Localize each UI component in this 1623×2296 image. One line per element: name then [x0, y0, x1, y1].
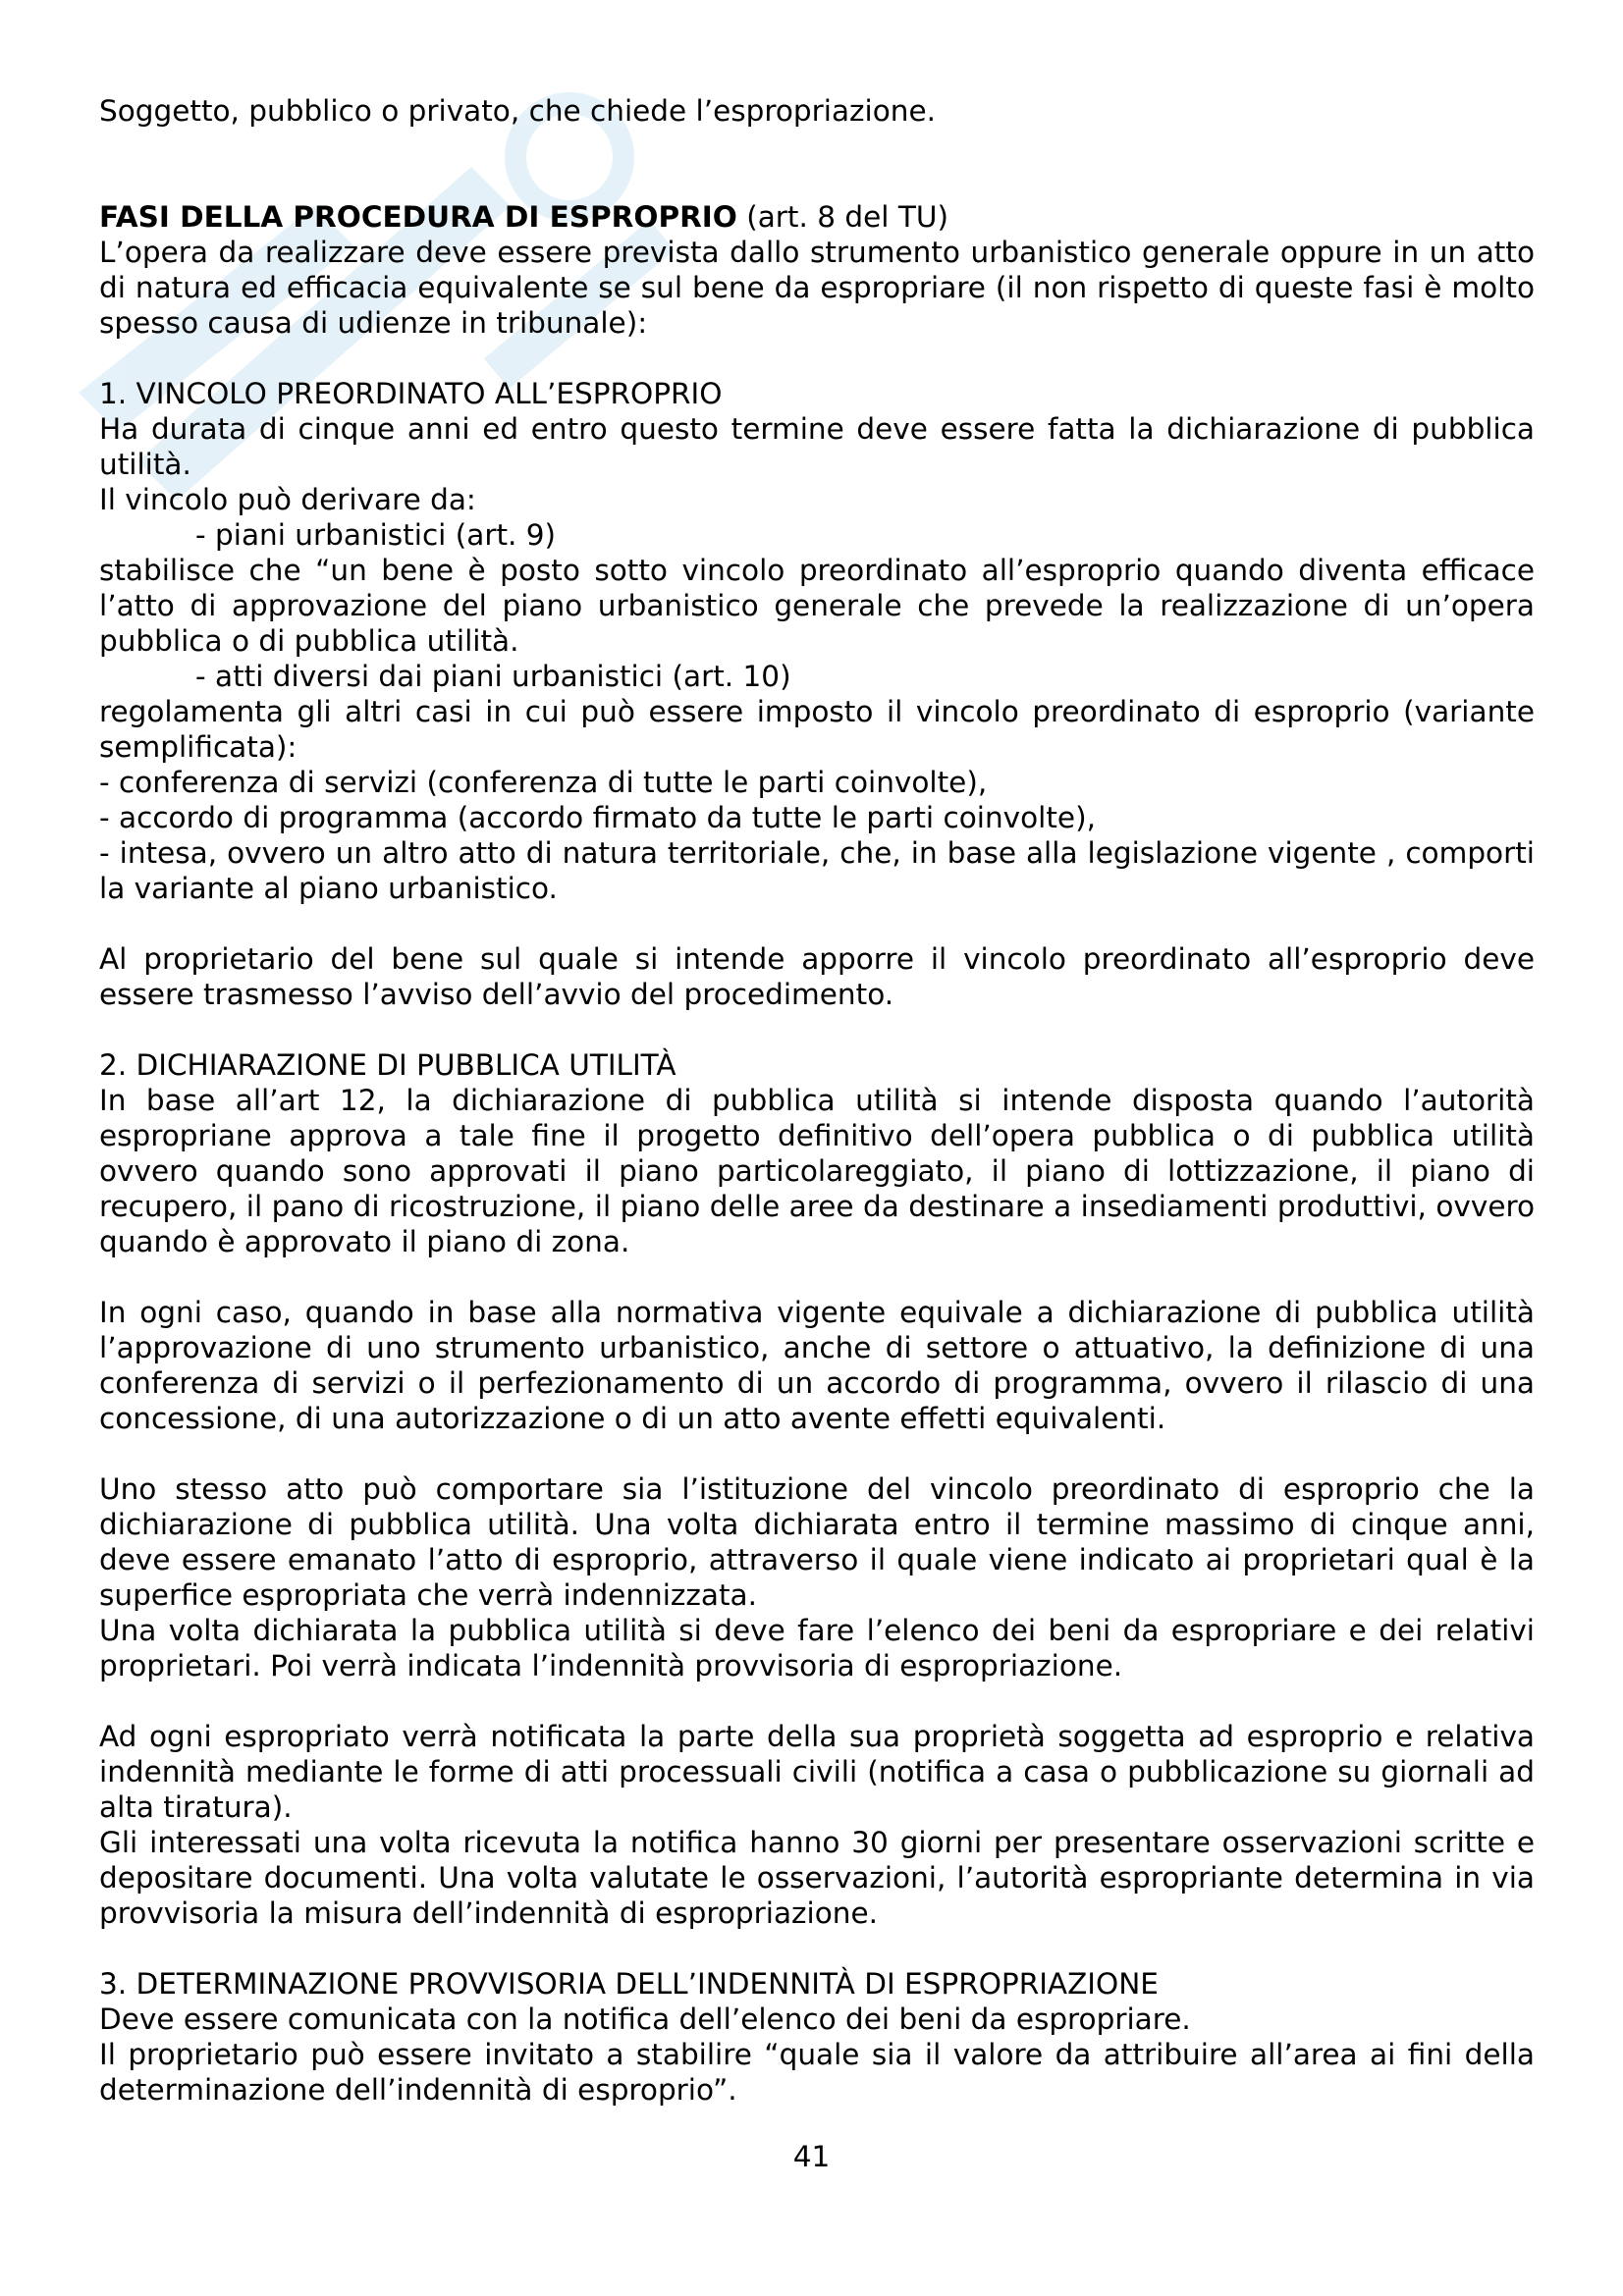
s1-paragraph-3: stabilisce che “un bene è posto sotto vincolo preordinato all’esproprio quando diventa efficace l’atto di approvazione del piano urbanistico generale che prevede la realizzazione di un’opera pubblica o di pubblica utilità. [99, 554, 1535, 658]
s3-paragraph-2: Il proprietario può essere invitato a stabilire “quale sia il valore da attribuire all’area ai fini della determinazione dell’indennità di esproprio”. [99, 2038, 1535, 2107]
intro-text: Soggetto, pubblico o privato, che chiede l’espropriazione. [99, 94, 936, 128]
document-body [99, 93, 1535, 2108]
s2-paragraph-5: Ad ogni espropriato verrà notificata la parte della sua proprietà soggetta ad esproprio e relativa indennità mediante le forme di atti processuali civili (notifica a casa o pubblicazione su giornali ad alta tiratura). [99, 1720, 1535, 1824]
s1-paragraph-1: Ha durata di cinque anni ed entro questo termine deve essere fatta la dichiarazione di pubblica utilità. [99, 412, 1535, 481]
list-item: - conferenza di servizi (conferenza di tutte le parti coinvolte), [99, 766, 988, 799]
s2-paragraph-3: Uno stesso atto può comportare sia l’istituzione del vincolo preordinato di esproprio che la dichiarazione di pubblica utilità. Una volta dichiarata entro il termine massimo di cinque anni, deve essere emanato l’atto di esproprio, attraverso il quale viene indicato ai proprietari qual è la superfice espropriata che verrà indennizzata. [99, 1472, 1535, 1612]
s3-heading: 3. DETERMINAZIONE PROVVISORIA DELL’INDENNITÀ DI ESPROPRIAZIONE [99, 1967, 1159, 2001]
s2-paragraph-4: Una volta dichiarata la pubblica utilità si deve fare l’elenco dei beni da espropriare e dei relativi proprietari. Poi verrà indicata l’indennità provvisoria di espropriazione. [99, 1614, 1535, 1682]
s1-paragraph-2: Il vincolo può derivare da: [99, 483, 476, 516]
section-title: FASI DELLA PROCEDURA DI ESPROPRIO [99, 200, 737, 234]
s1-paragraph-5: Al proprietario del bene sul quale si intende apporre il vincolo preordinato all’esproprio deve essere trasmesso l’avviso dell’avvio del procedimento. [99, 942, 1535, 1011]
list-item: - intesa, ovvero un altro atto di natura territoriale, che, in base alla legislazione vigente , comporti la variante al piano urbanistico. [99, 836, 1535, 905]
s2-paragraph-2: In ogni caso, quando in base alla normativa vigente equivale a dichiarazione di pubblica utilità l’approvazione di uno strumento urbanistico, anche di settore o attuativo, la definizione di una conferenza di servizi o il perfezionamento di un accordo di programma, ovvero il rilascio di una concessione, di una autorizzazione o di un atto avente effetti equivalenti. [99, 1296, 1535, 1435]
s2-heading: 2. DICHIARAZIONE DI PUBBLICA UTILITÀ [99, 1048, 676, 1082]
s1-heading: 1. VINCOLO PREORDINATO ALL’ESPROPRIO [99, 377, 723, 410]
s1-item-1: - piani urbanistici (art. 9) [195, 518, 557, 552]
s1-paragraph-4: regolamenta gli altri casi in cui può essere imposto il vincolo preordinato di esproprio (variante semplificata): [99, 695, 1535, 764]
s3-paragraph-1: Deve essere comunicata con la notifica dell’elenco dei beni da espropriare. [99, 2002, 1191, 2036]
list-item: - accordo di programma (accordo firmato da tutte le parti coinvolte), [99, 801, 1096, 834]
s1-item-2: - atti diversi dai piani urbanistici (art. 10) [195, 660, 791, 693]
section-title-line [99, 199, 1535, 235]
s2-paragraph-6: Gli interessati una volta ricevuta la notifica hanno 30 giorni per presentare osservazioni scritte e depositare documenti. Una volta valutate le osservazioni, l’autorità espropriante determina in via provvisoria la misura dell’indennità di espropriazione. [99, 1826, 1535, 1930]
s2-paragraph-1: In base all’art 12, la dichiarazione di pubblica utilità si intende disposta quando l’autorità espropriane approva a tale fine il progetto definitivo dell’opera pubblica o di pubblica utilità ovvero quando sono approvati il piano particolareggiato, il piano di lottizzazione, il piano di recupero, il pano di ricostruzione, il piano delle aree da destinare a insediamenti produttivi, ovvero quando è approvato il piano di zona. [99, 1084, 1535, 1258]
section-intro: L’opera da realizzare deve essere prevista dallo strumento urbanistico generale oppure in un atto di natura ed efficacia equivalente se sul bene da espropriare (il non rispetto di queste fasi è molto spesso causa di udienze in tribunale): [99, 236, 1535, 340]
page-number: 41 [792, 2140, 831, 2173]
section-ref: (art. 8 del TU) [736, 200, 948, 234]
